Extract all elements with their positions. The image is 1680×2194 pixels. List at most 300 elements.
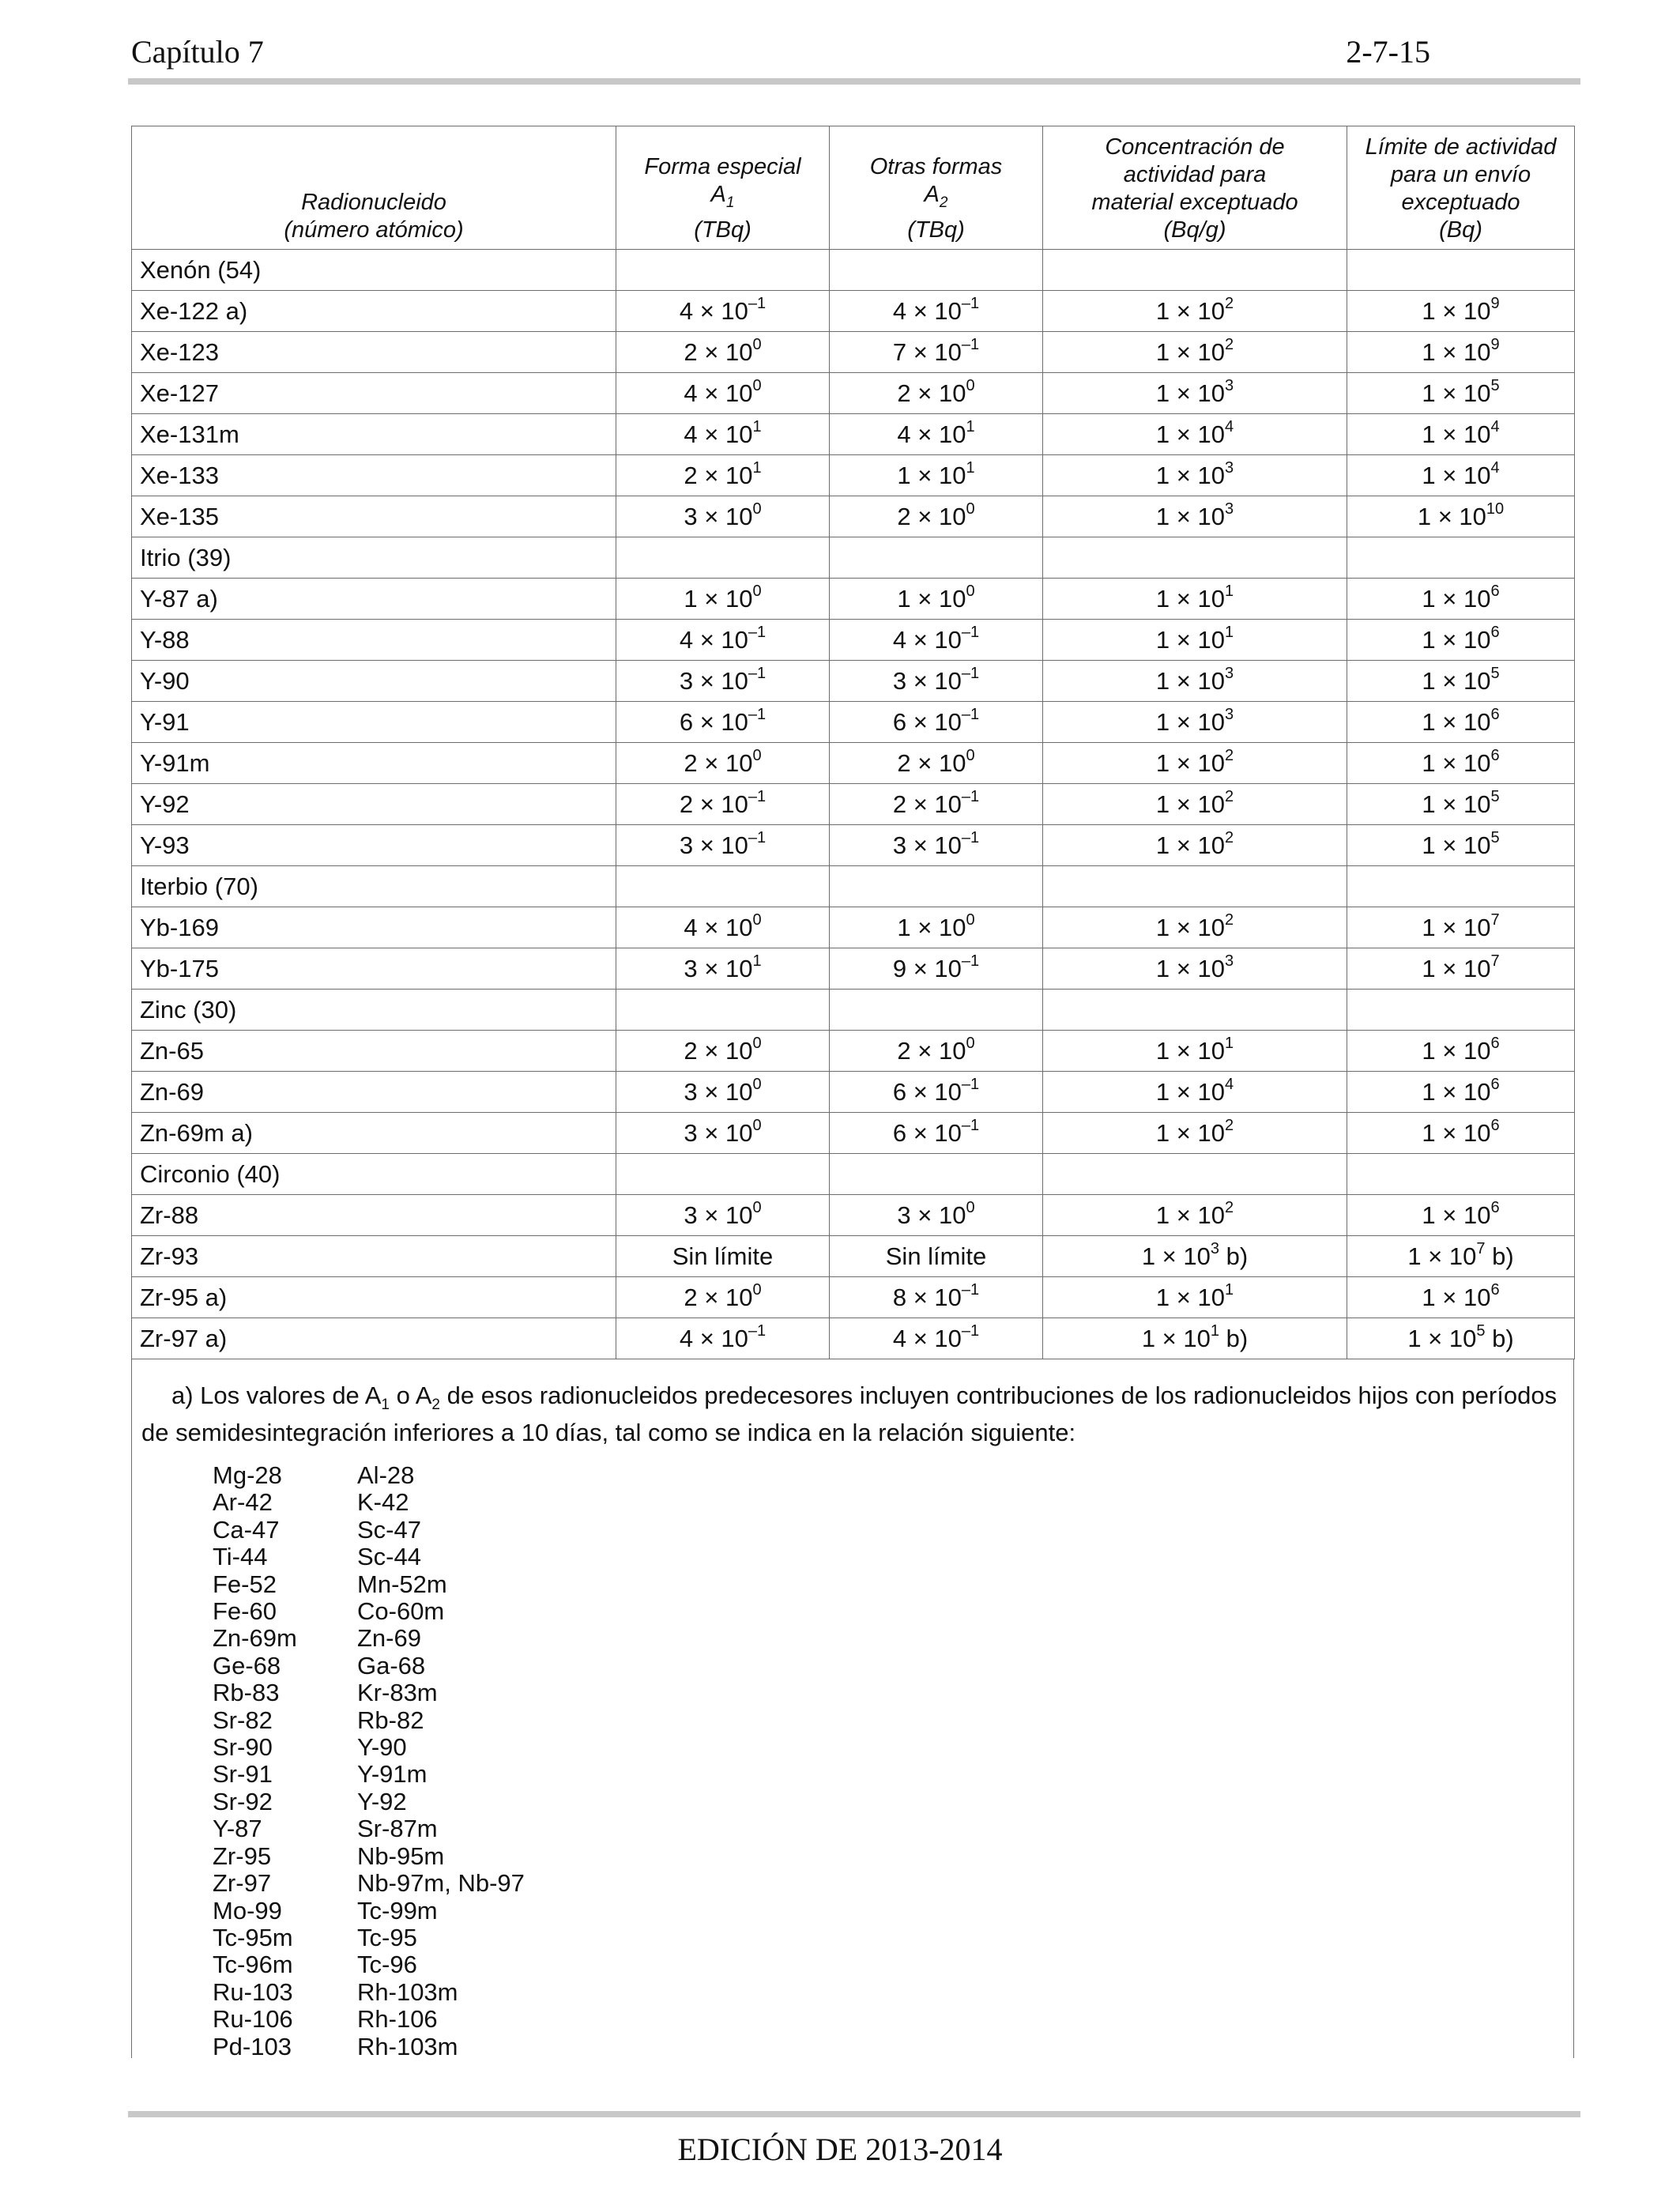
value-exponent: 0 — [752, 1199, 762, 1217]
table-row — [132, 1318, 1575, 1359]
a2-value — [830, 1195, 1043, 1236]
value-mantissa: 1 × 10 — [1155, 1118, 1225, 1147]
parent-nuclide: Mg-28 — [213, 1461, 282, 1489]
a2-value — [830, 1318, 1043, 1359]
value-exponent: –1 — [961, 1117, 980, 1135]
value-exponent: 1 — [1224, 1281, 1234, 1299]
value-mantissa: 1 × 10 — [1422, 831, 1491, 859]
value-mantissa: 4 × 10 — [684, 420, 753, 448]
value-exponent: 1 — [966, 418, 975, 436]
concentration-value — [1043, 907, 1347, 948]
value-mantissa: 1 × 10 — [1422, 707, 1491, 736]
a1-value — [616, 455, 830, 496]
table-row — [132, 579, 1575, 620]
value-exponent: 6 — [1490, 1117, 1500, 1135]
empty-cell — [830, 250, 1043, 291]
value-exponent: 7 — [1476, 1240, 1486, 1258]
value-mantissa: 2 × 10 — [897, 748, 966, 777]
header-line: (TBq) — [907, 217, 965, 243]
value-mantissa: 1 × 10 — [1155, 1201, 1225, 1229]
value-mantissa: 1 × 10 — [1155, 502, 1225, 530]
value-exponent: 10 — [1486, 500, 1505, 518]
a1-value — [616, 332, 830, 373]
limit-value — [1347, 907, 1575, 948]
value-exponent: 0 — [752, 1117, 762, 1135]
daughter-nuclide: Co-60m — [357, 1597, 445, 1626]
a1-value — [616, 743, 830, 784]
value-mantissa: 1 × 10 — [897, 461, 966, 489]
parent-nuclide: Tc-95m — [213, 1923, 293, 1951]
value-exponent: 0 — [752, 747, 762, 765]
value-exponent: –1 — [961, 952, 980, 971]
value-mantissa: 9 × 10 — [892, 954, 962, 982]
a1-value — [616, 661, 830, 702]
value-exponent: 0 — [966, 377, 975, 395]
concentration-value — [1043, 1318, 1347, 1359]
radionuclide-name: Xe-133 — [132, 455, 616, 496]
value-mantissa: 1 × 10 — [1155, 790, 1225, 818]
daughter-nuclide: Nb-97m, Nb-97 — [357, 1869, 525, 1898]
value-exponent: –1 — [748, 1322, 767, 1340]
element-group-label: Itrio (39) — [132, 537, 616, 579]
concentration-value — [1043, 579, 1347, 620]
value-exponent: 5 — [1490, 377, 1500, 395]
parent-nuclide: Zn-69m — [213, 1624, 297, 1653]
empty-cell — [1043, 250, 1347, 291]
empty-cell — [1043, 1154, 1347, 1195]
concentration-value — [1043, 1195, 1347, 1236]
a1-value — [616, 702, 830, 743]
radionuclide-name: Y-87 a) — [132, 579, 616, 620]
value-mantissa: 1 × 10 — [1422, 1283, 1491, 1311]
radionuclide-name: Xe-122 a) — [132, 291, 616, 332]
value-mantissa: 1 × 10 — [1422, 337, 1491, 366]
table-row — [132, 496, 1575, 537]
limit-value — [1347, 496, 1575, 537]
value-mantissa: 7 × 10 — [892, 337, 962, 366]
value-mantissa: 1 × 10 — [1155, 461, 1225, 489]
a1-value — [616, 1031, 830, 1072]
value-exponent: 0 — [752, 377, 762, 395]
header-line: exceptuado — [1401, 190, 1520, 215]
value-mantissa: 4 × 10 — [897, 420, 966, 448]
value-mantissa: 1 × 10 — [1155, 337, 1225, 366]
empty-cell — [1043, 990, 1347, 1031]
table-row — [132, 1236, 1575, 1277]
value-mantissa: 1 × 10 — [1155, 1283, 1225, 1311]
table-row — [132, 620, 1575, 661]
header-line: (Bq) — [1439, 217, 1482, 243]
radionuclide-name: Y-88 — [132, 620, 616, 661]
value-exponent: 2 — [1224, 829, 1234, 847]
radionuclide-name: Yb-175 — [132, 948, 616, 990]
limit-value — [1347, 702, 1575, 743]
daughter-nuclide: K-42 — [357, 1488, 409, 1517]
value-mantissa: Sin límite — [672, 1242, 774, 1270]
concentration-value — [1043, 496, 1347, 537]
empty-cell — [830, 866, 1043, 907]
header-line: para un envío — [1390, 162, 1531, 187]
a2-value — [830, 620, 1043, 661]
footnote-text: de esos radionucleidos predecesores incluyen contribuciones de los radionucleidos hijos con períodos de semidesintegración inferiores a 10 días, tal como se indica en la relación siguiente: — [141, 1382, 1558, 1447]
table-row — [132, 1031, 1575, 1072]
radionuclide-table — [131, 126, 1574, 1359]
parent-daughter-list — [213, 1462, 525, 2060]
value-exponent: 3 — [1224, 952, 1234, 971]
value-exponent: 7 — [1490, 911, 1500, 929]
daughter-nuclide: Y-91m — [357, 1760, 428, 1789]
value-mantissa: 1 × 10 — [1422, 1118, 1491, 1147]
empty-cell — [616, 1154, 830, 1195]
value-mantissa: 1 × 10 — [897, 913, 966, 941]
group-row — [132, 250, 1575, 291]
value-mantissa: 1 × 10 — [1422, 379, 1491, 407]
list-item — [213, 1815, 525, 1842]
value-exponent: 3 — [1210, 1240, 1219, 1258]
value-exponent: 9 — [1490, 295, 1500, 313]
empty-cell — [830, 990, 1043, 1031]
parent-nuclide: Ru-103 — [213, 1977, 293, 2006]
header-subscript: 2 — [939, 194, 948, 211]
radionuclide-name: Xe-135 — [132, 496, 616, 537]
value-mantissa: 1 × 10 — [1141, 1242, 1211, 1270]
empty-cell — [830, 1154, 1043, 1195]
daughter-nuclide: Rh-103m — [357, 2032, 458, 2060]
value-note: b) — [1485, 1242, 1514, 1270]
value-exponent: 6 — [1490, 1035, 1500, 1053]
radionuclide-name: Y-92 — [132, 784, 616, 825]
limit-value — [1347, 414, 1575, 455]
daughter-nuclide: Rb-82 — [357, 1706, 424, 1734]
a1-value — [616, 948, 830, 990]
a1-value — [616, 496, 830, 537]
empty-cell — [1347, 866, 1575, 907]
table-row — [132, 1072, 1575, 1113]
value-exponent: 0 — [966, 747, 975, 765]
value-exponent: 5 — [1490, 829, 1500, 847]
value-exponent: –1 — [961, 1076, 980, 1094]
value-exponent: 1 — [966, 459, 975, 477]
radionuclide-name: Zn-65 — [132, 1031, 616, 1072]
radionuclide-name: Xe-127 — [132, 373, 616, 414]
value-exponent: 6 — [1490, 706, 1500, 724]
radionuclide-name: Y-90 — [132, 661, 616, 702]
value-exponent: 2 — [1224, 788, 1234, 806]
empty-cell — [616, 866, 830, 907]
header-other-forms — [830, 126, 1043, 250]
a2-value — [830, 1236, 1043, 1277]
table-row — [132, 784, 1575, 825]
parent-nuclide: Ge-68 — [213, 1651, 281, 1679]
daughter-nuclide: Rh-106 — [357, 2005, 438, 2034]
value-mantissa: 1 × 10 — [1422, 1201, 1491, 1229]
radionuclide-name: Zr-93 — [132, 1236, 616, 1277]
a1-value — [616, 784, 830, 825]
value-exponent: –1 — [748, 624, 767, 642]
header-line: Radionucleido — [301, 190, 446, 215]
a2-value — [830, 1113, 1043, 1154]
value-exponent: 1 — [1224, 582, 1234, 601]
value-exponent: 6 — [1490, 1199, 1500, 1217]
daughter-nuclide: Mn-52m — [357, 1570, 447, 1598]
list-item — [213, 1707, 525, 1734]
parent-nuclide: Tc-96m — [213, 1951, 293, 1979]
value-mantissa: 1 × 10 — [1407, 1324, 1477, 1352]
value-mantissa: Sin límite — [885, 1242, 987, 1270]
limit-value — [1347, 1195, 1575, 1236]
parent-nuclide: Ca-47 — [213, 1515, 280, 1544]
group-row — [132, 1154, 1575, 1195]
value-exponent: 1 — [752, 952, 762, 971]
value-exponent: 0 — [966, 911, 975, 929]
radionuclide-name: Zr-95 a) — [132, 1277, 616, 1318]
value-exponent: 1 — [1210, 1322, 1219, 1340]
empty-cell — [1347, 990, 1575, 1031]
value-mantissa: 1 × 10 — [1155, 584, 1225, 613]
value-exponent: 0 — [752, 336, 762, 354]
daughter-nuclide: Tc-95 — [357, 1923, 417, 1951]
group-row — [132, 537, 1575, 579]
value-exponent: –1 — [748, 788, 767, 806]
table-row — [132, 332, 1575, 373]
chapter-title: Capítulo 7 — [131, 34, 264, 70]
a2-value — [830, 661, 1043, 702]
concentration-value — [1043, 743, 1347, 784]
parent-nuclide: Fe-60 — [213, 1597, 277, 1626]
limit-value — [1347, 1277, 1575, 1318]
radionuclide-name: Y-91m — [132, 743, 616, 784]
value-exponent: 9 — [1490, 336, 1500, 354]
value-mantissa: 2 × 10 — [684, 748, 753, 777]
value-mantissa: 4 × 10 — [684, 379, 753, 407]
value-exponent: 2 — [1224, 1117, 1234, 1135]
a1-value — [616, 1113, 830, 1154]
empty-cell — [616, 990, 830, 1031]
value-exponent: 2 — [1224, 911, 1234, 929]
concentration-value — [1043, 661, 1347, 702]
value-mantissa: 1 × 10 — [1155, 625, 1225, 654]
footer-rule — [128, 2111, 1580, 2117]
value-exponent: 5 — [1490, 665, 1500, 683]
value-exponent: 3 — [1224, 459, 1234, 477]
value-exponent: 1 — [1224, 1035, 1234, 1053]
a1-value — [616, 1277, 830, 1318]
list-item — [213, 1870, 525, 1897]
a1-value — [616, 414, 830, 455]
empty-cell — [1347, 1154, 1575, 1195]
value-exponent: 4 — [1224, 1076, 1234, 1094]
footnote-text: o A — [389, 1382, 432, 1409]
header-special-form — [616, 126, 830, 250]
a2-value — [830, 1277, 1043, 1318]
value-mantissa: 4 × 10 — [679, 625, 748, 654]
parent-nuclide: Sr-90 — [213, 1733, 273, 1762]
concentration-value — [1043, 414, 1347, 455]
element-group-label: Circonio (40) — [132, 1154, 616, 1195]
value-mantissa: 1 × 10 — [1422, 748, 1491, 777]
value-mantissa: 2 × 10 — [892, 790, 962, 818]
value-mantissa: 1 × 10 — [1422, 584, 1491, 613]
header-line: Forma especial — [644, 154, 801, 180]
value-mantissa: 1 × 10 — [1422, 666, 1491, 695]
value-mantissa: 1 × 10 — [1422, 954, 1491, 982]
value-mantissa: 6 × 10 — [679, 707, 748, 736]
list-item — [213, 2006, 525, 2033]
value-mantissa: 1 × 10 — [1155, 913, 1225, 941]
concentration-value — [1043, 373, 1347, 414]
value-exponent: 5 — [1490, 788, 1500, 806]
value-mantissa: 3 × 10 — [684, 954, 753, 982]
concentration-value — [1043, 620, 1347, 661]
footnote-a — [141, 1382, 1564, 1446]
value-mantissa: 4 × 10 — [679, 296, 748, 325]
table-row — [132, 1195, 1575, 1236]
value-exponent: 0 — [752, 911, 762, 929]
daughter-nuclide: Al-28 — [357, 1461, 415, 1489]
daughter-nuclide: Sc-44 — [357, 1543, 421, 1571]
daughter-nuclide: Nb-95m — [357, 1842, 445, 1870]
value-exponent: 7 — [1490, 952, 1500, 971]
limit-value — [1347, 373, 1575, 414]
parent-nuclide: Sr-91 — [213, 1760, 273, 1789]
value-exponent: 0 — [752, 1281, 762, 1299]
value-exponent: –1 — [748, 829, 767, 847]
value-exponent: 3 — [1224, 377, 1234, 395]
value-exponent: 0 — [752, 582, 762, 601]
value-mantissa: 2 × 10 — [684, 461, 753, 489]
value-exponent: –1 — [961, 624, 980, 642]
concentration-value — [1043, 1113, 1347, 1154]
a1-value — [616, 1072, 830, 1113]
value-mantissa: 2 × 10 — [684, 1036, 753, 1065]
value-mantissa: 1 × 10 — [1417, 502, 1486, 530]
radionuclide-name: Zn-69 — [132, 1072, 616, 1113]
value-exponent: –1 — [748, 295, 767, 313]
table-row — [132, 702, 1575, 743]
element-group-label: Xenón (54) — [132, 250, 616, 291]
header-line: $A_2$ — [924, 182, 948, 211]
a1-value — [616, 1236, 830, 1277]
limit-value — [1347, 579, 1575, 620]
value-mantissa: 2 × 10 — [897, 379, 966, 407]
value-exponent: 0 — [966, 1035, 975, 1053]
empty-cell — [616, 537, 830, 579]
value-exponent: 3 — [1224, 706, 1234, 724]
a2-value — [830, 1031, 1043, 1072]
subscript: 2 — [431, 1397, 440, 1414]
a2-value — [830, 825, 1043, 866]
value-exponent: 1 — [1224, 624, 1234, 642]
daughter-nuclide: Zn-69 — [357, 1624, 421, 1653]
a2-value — [830, 702, 1043, 743]
value-mantissa: 3 × 10 — [684, 1118, 753, 1147]
a1-value — [616, 373, 830, 414]
value-mantissa: 3 × 10 — [679, 831, 748, 859]
value-mantissa: 3 × 10 — [897, 1201, 966, 1229]
limit-value — [1347, 1113, 1575, 1154]
daughter-nuclide: Tc-96 — [357, 1951, 417, 1979]
value-mantissa: 3 × 10 — [679, 666, 748, 695]
value-mantissa: 1 × 10 — [1422, 461, 1491, 489]
concentration-value — [1043, 825, 1347, 866]
daughter-nuclide: Y-90 — [357, 1733, 407, 1762]
limit-value — [1347, 1031, 1575, 1072]
radionuclide-name: Xe-131m — [132, 414, 616, 455]
limit-value — [1347, 291, 1575, 332]
value-mantissa: 1 × 10 — [1155, 379, 1225, 407]
value-mantissa: 4 × 10 — [892, 625, 962, 654]
daughter-nuclide: Y-92 — [357, 1787, 407, 1815]
limit-value — [1347, 332, 1575, 373]
limit-value — [1347, 1072, 1575, 1113]
value-exponent: 3 — [1224, 665, 1234, 683]
value-exponent: 1 — [752, 418, 762, 436]
value-mantissa: 2 × 10 — [897, 502, 966, 530]
list-item — [213, 1734, 525, 1761]
table-row — [132, 825, 1575, 866]
empty-cell — [830, 537, 1043, 579]
list-item — [213, 1951, 525, 1978]
value-mantissa: 1 × 10 — [1422, 625, 1491, 654]
value-mantissa: 2 × 10 — [897, 1036, 966, 1065]
limit-value — [1347, 948, 1575, 990]
table-row — [132, 907, 1575, 948]
table-row — [132, 291, 1575, 332]
value-exponent: 0 — [752, 500, 762, 518]
element-group-label: Iterbio (70) — [132, 866, 616, 907]
radionuclide-name: Zn-69m a) — [132, 1113, 616, 1154]
concentration-value — [1043, 1236, 1347, 1277]
value-exponent: 0 — [966, 582, 975, 601]
header-line: $A_1$ — [710, 182, 735, 211]
a1-value — [616, 579, 830, 620]
value-exponent: 6 — [1490, 1076, 1500, 1094]
value-mantissa: 1 × 10 — [1155, 707, 1225, 736]
page-number: 2-7-15 — [1346, 34, 1430, 70]
daughter-nuclide: Ga-68 — [357, 1651, 426, 1679]
a1-value — [616, 291, 830, 332]
value-mantissa: 3 × 10 — [892, 666, 962, 695]
limit-value — [1347, 784, 1575, 825]
value-exponent: –1 — [748, 665, 767, 683]
parent-nuclide: Rb-83 — [213, 1679, 280, 1707]
value-mantissa: 1 × 10 — [1155, 666, 1225, 695]
value-mantissa: 4 × 10 — [679, 1324, 748, 1352]
value-mantissa: 4 × 10 — [684, 913, 753, 941]
value-mantissa: 6 × 10 — [892, 1118, 962, 1147]
value-exponent: 0 — [966, 500, 975, 518]
list-item — [213, 1571, 525, 1598]
parent-nuclide: Mo-99 — [213, 1896, 282, 1924]
value-mantissa: 1 × 10 — [1155, 420, 1225, 448]
list-item — [213, 1761, 525, 1788]
parent-nuclide: Y-87 — [213, 1815, 262, 1843]
value-mantissa: 2 × 10 — [684, 1283, 753, 1311]
a2-value — [830, 579, 1043, 620]
list-item — [213, 1517, 525, 1544]
value-exponent: –1 — [961, 665, 980, 683]
value-exponent: 5 — [1476, 1322, 1486, 1340]
limit-value — [1347, 1236, 1575, 1277]
a2-value — [830, 743, 1043, 784]
value-exponent: 3 — [1224, 500, 1234, 518]
value-mantissa: 3 × 10 — [684, 1077, 753, 1106]
value-mantissa: 1 × 10 — [1141, 1324, 1211, 1352]
value-mantissa: 1 × 10 — [1155, 748, 1225, 777]
parent-nuclide: Pd-103 — [213, 2032, 292, 2060]
value-mantissa: 2 × 10 — [679, 790, 748, 818]
parent-nuclide: Sr-82 — [213, 1706, 273, 1734]
